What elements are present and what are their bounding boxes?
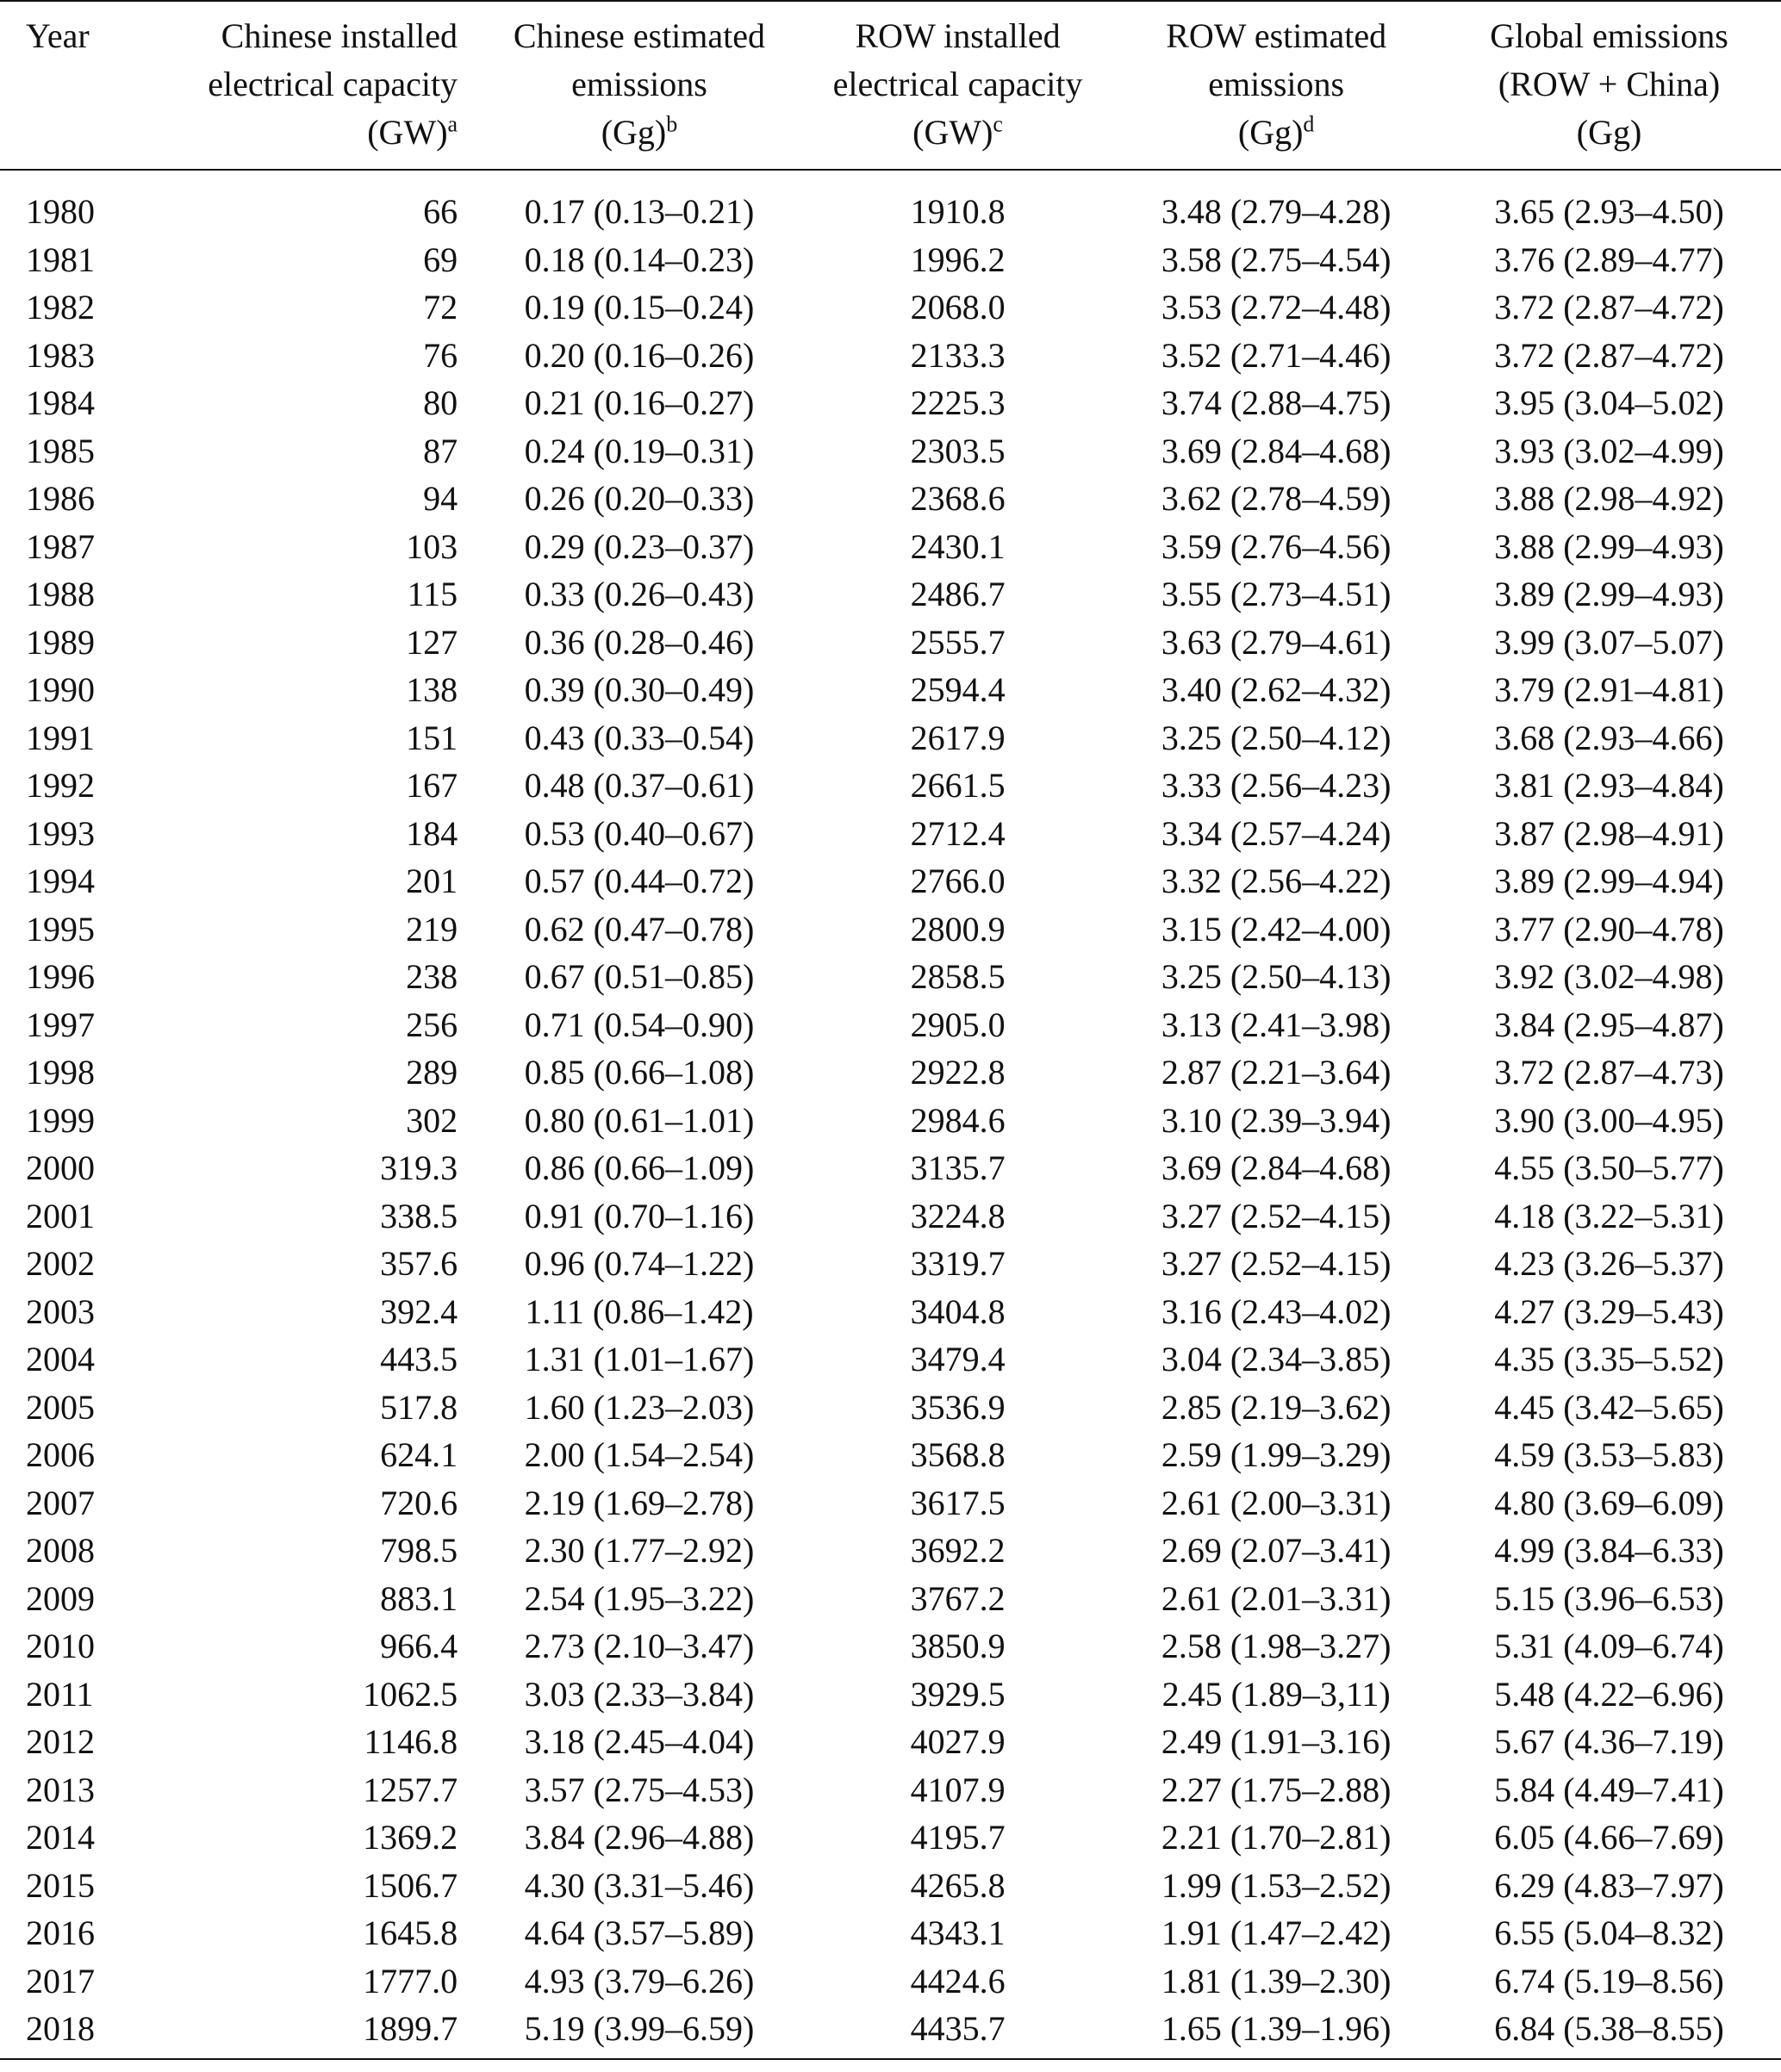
cell-year: 1996 (26, 957, 95, 996)
table-row (0, 236, 1781, 284)
cell-row-emissions: 3.25 (2.50–4.12) (1161, 718, 1392, 757)
cell-row-capacity: 3319.7 (910, 1244, 1006, 1283)
cell-chinese-emissions: 4.93 (3.79–6.26) (524, 1961, 755, 2000)
header-row-emissions: ROW estimated emissions $(Gg)^d$ (1115, 1, 1437, 170)
cell-chinese-capacity: 798.5 (380, 1531, 458, 1570)
cell-chinese-emissions: 0.19 (0.15–0.24) (524, 288, 755, 327)
cell-chinese-emissions: 4.30 (3.31–5.46) (524, 1865, 755, 1905)
cell-row-emissions: 1.81 (1.39–2.30) (1161, 1961, 1392, 2000)
table-row (0, 1001, 1781, 1049)
cell-chinese-emissions: 5.19 (3.99–6.59) (478, 2005, 800, 2059)
cell-row-emissions: 2.27 (1.75–2.88) (1161, 1770, 1392, 1809)
cell-year: 2002 (26, 1244, 95, 1283)
cell-row-capacity: 3224.8 (910, 1196, 1006, 1235)
cell-chinese-emissions: 2.30 (1.77–2.92) (524, 1531, 755, 1570)
cell-chinese-emissions: 0.36 (0.28–0.46) (524, 622, 755, 662)
cell-row-capacity: 4265.8 (910, 1865, 1006, 1905)
cell-row-emissions: 3.59 (2.76–4.56) (1161, 526, 1392, 566)
cell-row-capacity: 3692.2 (910, 1531, 1006, 1570)
cell-global-emissions: 4.23 (3.26–5.37) (1494, 1244, 1724, 1283)
cell-year: 2011 (26, 1674, 94, 1714)
cell-row-capacity: 4107.9 (910, 1770, 1006, 1809)
cell-row-capacity: 2905.0 (910, 1005, 1006, 1044)
cell-row-emissions: 2.21 (1.70–2.81) (1161, 1818, 1392, 1857)
cell-row-capacity: 2430.1 (910, 526, 1006, 566)
cell-year: 2012 (26, 1722, 95, 1761)
cell-chinese-capacity: 138 (406, 670, 458, 709)
cell-row-emissions: 2.61 (2.00–3.31) (1161, 1483, 1392, 1522)
table-row (0, 1192, 1781, 1241)
cell-row-capacity: 3767.2 (910, 1578, 1006, 1618)
header-row-capacity: ROW installed electrical capacity (GW)$^c$ (800, 1, 1115, 170)
table-row (0, 1527, 1781, 1575)
cell-row-emissions: 3.58 (2.75–4.54) (1161, 240, 1392, 279)
cell-chinese-capacity: 66 (423, 192, 458, 231)
cell-chinese-emissions: 2.54 (1.95–3.22) (524, 1578, 755, 1618)
cell-chinese-capacity: 966.4 (380, 1627, 458, 1665)
cell-chinese-emissions: 0.24 (0.19–0.31) (524, 431, 755, 470)
cell-row-emissions: 2.58 (1.98–3.27) (1161, 1627, 1392, 1665)
table-row (0, 619, 1781, 667)
cell-chinese-emissions: 0.17 (0.13–0.21) (524, 192, 755, 231)
table-row (0, 1048, 1781, 1097)
cell-global-emissions: 3.88 (2.98–4.92) (1494, 479, 1724, 518)
cell-year: 1991 (26, 718, 95, 757)
cell-row-capacity: 2661.5 (910, 766, 1006, 805)
cell-row-emissions: 3.25 (2.50–4.13) (1161, 957, 1392, 996)
cell-global-emissions: 5.31 (4.09–6.74) (1494, 1627, 1724, 1665)
cell-chinese-capacity: 87 (423, 431, 458, 470)
cell-year: 1995 (26, 909, 95, 949)
cell-row-emissions: 3.32 (2.56–4.22) (1161, 862, 1392, 900)
cell-row-capacity: 2225.3 (910, 383, 1006, 422)
cell-row-emissions: 3.48 (2.79–4.28) (1161, 192, 1392, 231)
cell-row-emissions: 3.40 (2.62–4.32) (1161, 670, 1392, 709)
table-row (0, 810, 1781, 858)
cell-chinese-capacity: 127 (406, 622, 458, 662)
cell-chinese-capacity: 1369.2 (363, 1818, 458, 1857)
cell-global-emissions: 3.72 (2.87–4.72) (1494, 288, 1724, 327)
cell-row-emissions: 3.27 (2.52–4.15) (1161, 1196, 1392, 1235)
cell-chinese-capacity: 443.5 (380, 1340, 458, 1378)
cell-row-capacity: 4424.6 (910, 1961, 1006, 2000)
table-row (0, 170, 1781, 236)
cell-year: 1983 (26, 335, 95, 375)
cell-row-capacity: 2800.9 (910, 909, 1006, 949)
cell-year: 2005 (26, 1387, 95, 1427)
cell-row-emissions: 3.16 (2.43–4.02) (1161, 1291, 1392, 1331)
table-row (0, 1431, 1781, 1479)
table-row (0, 1622, 1781, 1671)
cell-chinese-emissions: 4.64 (3.57–5.89) (524, 1913, 755, 1952)
cell-row-emissions: 3.33 (2.56–4.23) (1161, 766, 1392, 805)
cell-row-capacity: 4435.7 (800, 2005, 1115, 2059)
cell-chinese-emissions: 0.18 (0.14–0.23) (524, 240, 755, 279)
cell-row-capacity: 4343.1 (910, 1913, 1006, 1952)
cell-chinese-capacity: 338.5 (380, 1196, 458, 1235)
cell-global-emissions: 3.72 (2.87–4.73) (1494, 1053, 1724, 1092)
cell-chinese-capacity: 319.3 (380, 1148, 458, 1187)
cell-global-emissions: 3.79 (2.91–4.81) (1494, 670, 1724, 709)
cell-row-emissions: 3.53 (2.72–4.48) (1161, 288, 1392, 327)
cell-global-emissions: 6.74 (5.19–8.56) (1494, 1961, 1724, 2000)
cell-global-emissions: 5.67 (4.36–7.19) (1494, 1722, 1724, 1761)
cell-chinese-emissions: 2.19 (1.69–2.78) (524, 1483, 755, 1522)
cell-row-capacity: 2368.6 (910, 479, 1006, 518)
cell-chinese-capacity: 167 (406, 766, 458, 805)
cell-row-emissions: 2.87 (2.21–3.64) (1161, 1053, 1392, 1092)
cell-chinese-emissions: 0.57 (0.44–0.72) (524, 862, 755, 900)
cell-year: 1987 (26, 526, 95, 566)
cell-chinese-emissions: 0.33 (0.26–0.43) (524, 575, 755, 613)
header-chinese-capacity: Chinese installed electrical capacity (GW)$^a$ (159, 1, 478, 170)
cell-chinese-emissions: 0.80 (0.61–1.01) (524, 1100, 755, 1140)
cell-chinese-emissions: 0.91 (0.70–1.16) (524, 1196, 755, 1235)
cell-global-emissions: 3.65 (2.93–4.50) (1494, 192, 1724, 231)
cell-chinese-capacity: 94 (423, 479, 458, 518)
table-row (0, 1144, 1781, 1192)
cell-chinese-emissions: 2.00 (1.54–2.54) (524, 1435, 755, 1474)
cell-chinese-capacity: 1645.8 (363, 1913, 458, 1952)
cell-global-emissions: 5.84 (4.49–7.41) (1494, 1770, 1724, 1809)
cell-chinese-capacity: 219 (406, 909, 458, 949)
header-chinese-emissions: Chinese estimated emissions $(Gg)^b$ (478, 1, 800, 170)
table-row (0, 1671, 1781, 1719)
cell-global-emissions: 3.95 (3.04–5.02) (1494, 383, 1724, 422)
cell-chinese-emissions: 0.85 (0.66–1.08) (524, 1053, 755, 1092)
cell-chinese-emissions: 0.96 (0.74–1.22) (524, 1244, 755, 1283)
cell-row-emissions: 2.49 (1.91–3.16) (1161, 1722, 1392, 1761)
cell-global-emissions: 5.15 (3.96–6.53) (1494, 1578, 1724, 1618)
cell-row-capacity: 1910.8 (910, 192, 1006, 231)
cell-chinese-capacity: 1899.7 (159, 2005, 478, 2059)
cell-chinese-capacity: 357.6 (380, 1244, 458, 1283)
cell-year: 2006 (26, 1435, 95, 1474)
cell-year: 1994 (26, 862, 95, 900)
cell-chinese-capacity: 720.6 (380, 1483, 458, 1522)
cell-global-emissions: 4.35 (3.35–5.52) (1494, 1340, 1724, 1378)
cell-year: 2008 (26, 1531, 95, 1570)
table-row (0, 1718, 1781, 1766)
cell-row-capacity: 2858.5 (910, 957, 1006, 996)
cell-chinese-capacity: 151 (406, 718, 458, 757)
table-row (0, 2005, 1781, 2059)
cell-global-emissions: 6.84 (5.38–8.55) (1437, 2005, 1781, 2059)
cell-row-emissions: 2.61 (2.01–3.31) (1161, 1578, 1392, 1618)
cell-row-emissions: 1.99 (1.53–2.52) (1161, 1865, 1392, 1905)
table-row (0, 332, 1781, 380)
cell-chinese-capacity: 69 (423, 240, 458, 279)
cell-row-capacity: 2133.3 (910, 335, 1006, 375)
cell-chinese-capacity: 115 (407, 575, 458, 613)
cell-global-emissions: 3.72 (2.87–4.72) (1494, 335, 1724, 375)
header-row (0, 1, 1781, 170)
cell-row-capacity: 4027.9 (910, 1722, 1006, 1761)
cell-chinese-capacity: 1257.7 (363, 1770, 458, 1809)
cell-chinese-capacity: 103 (406, 526, 458, 566)
cell-chinese-capacity: 238 (406, 957, 458, 996)
table-row (0, 762, 1781, 810)
cell-row-capacity: 3536.9 (910, 1387, 1006, 1427)
cell-year: 2000 (26, 1148, 95, 1187)
table-row (0, 1479, 1781, 1528)
table-row (0, 379, 1781, 427)
cell-row-emissions: 3.34 (2.57–4.24) (1161, 813, 1392, 853)
cell-chinese-emissions: 0.29 (0.23–0.37) (524, 526, 755, 566)
cell-chinese-emissions: 1.31 (1.01–1.67) (524, 1340, 755, 1378)
cell-row-emissions: 3.63 (2.79–4.61) (1161, 622, 1392, 662)
cell-row-capacity: 2922.8 (910, 1053, 1006, 1092)
cell-row-capacity: 3568.8 (910, 1435, 1006, 1474)
cell-chinese-capacity: 1506.7 (363, 1865, 458, 1905)
cell-row-capacity: 2068.0 (910, 288, 1006, 327)
cell-row-emissions: 3.55 (2.73–4.51) (1161, 575, 1392, 613)
cell-global-emissions: 4.27 (3.29–5.43) (1494, 1291, 1724, 1331)
cell-row-emissions: 2.45 (1.89–3,11) (1161, 1674, 1391, 1714)
table-row (0, 1240, 1781, 1288)
cell-global-emissions: 4.55 (3.50–5.77) (1494, 1148, 1724, 1187)
table-header (0, 1, 1781, 170)
cell-chinese-emissions: 0.21 (0.16–0.27) (524, 383, 755, 422)
cell-chinese-emissions: 0.39 (0.30–0.49) (524, 670, 755, 709)
cell-chinese-capacity: 76 (423, 335, 458, 375)
cell-global-emissions: 4.59 (3.53–5.83) (1494, 1435, 1724, 1474)
cell-row-emissions: 1.65 (1.39–1.96) (1115, 2005, 1437, 2059)
cell-row-capacity: 3404.8 (910, 1291, 1006, 1331)
cell-chinese-emissions: 0.20 (0.16–0.26) (524, 335, 755, 375)
cell-row-emissions: 3.52 (2.71–4.46) (1161, 335, 1392, 375)
cell-year: 2018 (0, 2005, 159, 2059)
table-row (0, 953, 1781, 1001)
table-row (0, 1814, 1781, 1862)
cell-row-capacity: 3850.9 (910, 1627, 1006, 1665)
cell-row-emissions: 2.59 (1.99–3.29) (1161, 1435, 1392, 1474)
table-row (0, 570, 1781, 619)
cell-row-emissions: 3.69 (2.84–4.68) (1161, 1148, 1392, 1187)
cell-year: 1998 (26, 1053, 95, 1092)
cell-global-emissions: 3.89 (2.99–4.94) (1494, 862, 1724, 900)
table-row (0, 714, 1781, 762)
cell-row-emissions: 1.91 (1.47–2.42) (1161, 1913, 1392, 1952)
cell-row-capacity: 3929.5 (910, 1674, 1006, 1714)
cell-global-emissions: 3.87 (2.98–4.91) (1494, 813, 1724, 853)
cell-global-emissions: 3.93 (3.02–4.99) (1494, 431, 1724, 470)
cell-chinese-emissions: 0.71 (0.54–0.90) (524, 1005, 755, 1044)
cell-year: 1999 (26, 1100, 95, 1140)
table-row (0, 1766, 1781, 1814)
cell-year: 1985 (26, 431, 95, 470)
footnote-mark-a: a (447, 111, 458, 137)
table-row (0, 1335, 1781, 1384)
cell-global-emissions: 3.76 (2.89–4.77) (1494, 240, 1724, 279)
cell-year: 2015 (26, 1865, 95, 1905)
cell-row-capacity: 4195.7 (910, 1818, 1006, 1857)
table-row (0, 1097, 1781, 1145)
table-body (0, 170, 1781, 2059)
cell-chinese-emissions: 0.62 (0.47–0.78) (524, 909, 755, 949)
cell-row-capacity: 2555.7 (910, 622, 1006, 662)
cell-global-emissions: 3.81 (2.93–4.84) (1494, 766, 1724, 805)
header-year: Year (0, 1, 159, 170)
cell-chinese-capacity: 1146.8 (364, 1722, 458, 1761)
cell-year: 1988 (26, 575, 95, 613)
header-global-emissions: Global emissions (ROW + China) (Gg) (1437, 1, 1781, 170)
cell-year: 2009 (26, 1578, 95, 1618)
cell-global-emissions: 3.92 (3.02–4.98) (1494, 957, 1724, 996)
cell-chinese-emissions: 0.43 (0.33–0.54) (524, 718, 755, 757)
cell-row-emissions: 3.62 (2.78–4.59) (1161, 479, 1392, 518)
cell-row-emissions: 2.85 (2.19–3.62) (1161, 1387, 1392, 1427)
cell-row-capacity: 2617.9 (910, 718, 1006, 757)
table-row (0, 1288, 1781, 1336)
cell-global-emissions: 4.45 (3.42–5.65) (1494, 1387, 1724, 1427)
footnote-mark-c: c (993, 111, 1003, 137)
cell-row-capacity: 3617.5 (910, 1483, 1006, 1522)
table-row (0, 666, 1781, 714)
cell-chinese-emissions: 1.60 (1.23–2.03) (524, 1387, 755, 1427)
table-row (0, 475, 1781, 523)
table-row (0, 857, 1781, 905)
cell-year: 1990 (26, 670, 95, 709)
table-row (0, 1575, 1781, 1623)
table-row (0, 1862, 1781, 1910)
cell-row-capacity: 2984.6 (910, 1100, 1006, 1140)
cell-year: 2010 (26, 1627, 95, 1665)
cell-chinese-emissions: 0.53 (0.40–0.67) (524, 813, 755, 853)
cell-global-emissions: 6.05 (4.66–7.69) (1494, 1818, 1724, 1857)
cell-global-emissions: 6.29 (4.83–7.97) (1494, 1865, 1724, 1905)
cell-chinese-emissions: 0.26 (0.20–0.33) (524, 479, 755, 518)
cell-global-emissions: 3.99 (3.07–5.07) (1494, 622, 1724, 662)
cell-row-capacity: 3479.4 (910, 1340, 1006, 1378)
cell-global-emissions: 5.48 (4.22–6.96) (1494, 1674, 1724, 1714)
table-row (0, 1384, 1781, 1432)
cell-row-capacity: 2486.7 (910, 575, 1006, 613)
cell-chinese-capacity: 883.1 (380, 1578, 458, 1618)
cell-global-emissions: 3.89 (2.99–4.93) (1494, 575, 1724, 613)
cell-row-emissions: 3.04 (2.34–3.85) (1161, 1340, 1392, 1378)
cell-global-emissions: 6.55 (5.04–8.32) (1494, 1913, 1724, 1952)
cell-row-emissions: 3.74 (2.88–4.75) (1161, 383, 1392, 422)
cell-chinese-capacity: 80 (423, 383, 458, 422)
table-row (0, 1909, 1781, 1957)
cell-chinese-capacity: 201 (406, 862, 458, 900)
cell-chinese-capacity: 302 (406, 1100, 458, 1140)
cell-chinese-capacity: 624.1 (380, 1435, 458, 1474)
cell-year: 2001 (26, 1196, 95, 1235)
cell-chinese-emissions: 3.57 (2.75–4.53) (524, 1770, 755, 1809)
cell-global-emissions: 4.80 (3.69–6.09) (1494, 1483, 1724, 1522)
cell-year: 2014 (26, 1818, 95, 1857)
footnote-mark-d: d (1303, 111, 1315, 137)
cell-row-capacity: 2766.0 (910, 862, 1006, 900)
cell-chinese-emissions: 0.67 (0.51–0.85) (524, 957, 755, 996)
cell-year: 1984 (26, 383, 95, 422)
cell-global-emissions: 3.90 (3.00–4.95) (1494, 1100, 1724, 1140)
cell-year: 1989 (26, 622, 95, 662)
cell-year: 2007 (26, 1483, 95, 1522)
table-row (0, 905, 1781, 954)
cell-row-emissions: 2.69 (2.07–3.41) (1161, 1531, 1392, 1570)
cell-row-capacity: 2303.5 (910, 431, 1006, 470)
cell-row-emissions: 3.13 (2.41–3.98) (1161, 1005, 1392, 1044)
cell-year: 1980 (26, 192, 95, 231)
cell-year: 2016 (26, 1913, 95, 1952)
cell-row-emissions: 3.10 (2.39–3.94) (1161, 1100, 1392, 1140)
cell-chinese-capacity: 517.8 (380, 1387, 458, 1427)
cell-chinese-emissions: 0.86 (0.66–1.09) (524, 1148, 755, 1187)
cell-chinese-capacity: 392.4 (380, 1291, 458, 1331)
table-row (0, 523, 1781, 571)
cell-chinese-capacity: 184 (406, 813, 458, 853)
cell-chinese-emissions: 3.84 (2.96–4.88) (524, 1818, 755, 1857)
cell-chinese-emissions: 3.18 (2.45–4.04) (524, 1722, 755, 1761)
cell-global-emissions: 3.68 (2.93–4.66) (1494, 718, 1724, 757)
cell-row-capacity: 1996.2 (910, 240, 1006, 279)
footnote-mark-b: b (666, 111, 678, 137)
cell-global-emissions: 3.88 (2.99–4.93) (1494, 526, 1724, 566)
cell-year: 2004 (26, 1340, 95, 1378)
cell-row-capacity: 3135.7 (910, 1148, 1006, 1187)
cell-chinese-capacity: 1062.5 (363, 1674, 458, 1714)
cell-row-emissions: 3.27 (2.52–4.15) (1161, 1244, 1392, 1283)
cell-row-capacity: 2712.4 (910, 813, 1006, 853)
cell-global-emissions: 3.77 (2.90–4.78) (1494, 909, 1724, 949)
cell-chinese-emissions: 0.48 (0.37–0.61) (524, 766, 755, 805)
cell-chinese-capacity: 72 (423, 288, 458, 327)
cell-global-emissions: 4.18 (3.22–5.31) (1494, 1196, 1724, 1235)
cell-year: 1993 (26, 813, 95, 853)
cell-chinese-emissions: 3.03 (2.33–3.84) (524, 1674, 755, 1714)
cell-chinese-emissions: 2.73 (2.10–3.47) (524, 1627, 755, 1665)
cell-year: 2003 (26, 1291, 95, 1331)
cell-year: 1981 (26, 240, 95, 279)
cell-year: 1982 (26, 288, 95, 327)
table-row (0, 283, 1781, 332)
cell-year: 2013 (26, 1770, 95, 1809)
cell-year: 1997 (26, 1005, 95, 1044)
cell-chinese-capacity: 1777.0 (363, 1961, 458, 2000)
table-row (0, 427, 1781, 476)
cell-row-emissions: 3.15 (2.42–4.00) (1161, 909, 1392, 949)
table-row (0, 1957, 1781, 2006)
cell-chinese-capacity: 256 (406, 1005, 458, 1044)
cell-row-capacity: 2594.4 (910, 670, 1006, 709)
cell-year: 2017 (26, 1961, 95, 2000)
cell-chinese-capacity: 289 (406, 1053, 458, 1092)
cell-global-emissions: 4.99 (3.84–6.33) (1494, 1531, 1724, 1570)
cell-global-emissions: 3.84 (2.95–4.87) (1494, 1005, 1724, 1044)
cell-row-emissions: 3.69 (2.84–4.68) (1161, 431, 1392, 470)
cell-chinese-emissions: 1.11 (0.86–1.42) (525, 1291, 754, 1331)
cell-year: 1992 (26, 766, 95, 805)
cell-year: 1986 (26, 479, 95, 518)
